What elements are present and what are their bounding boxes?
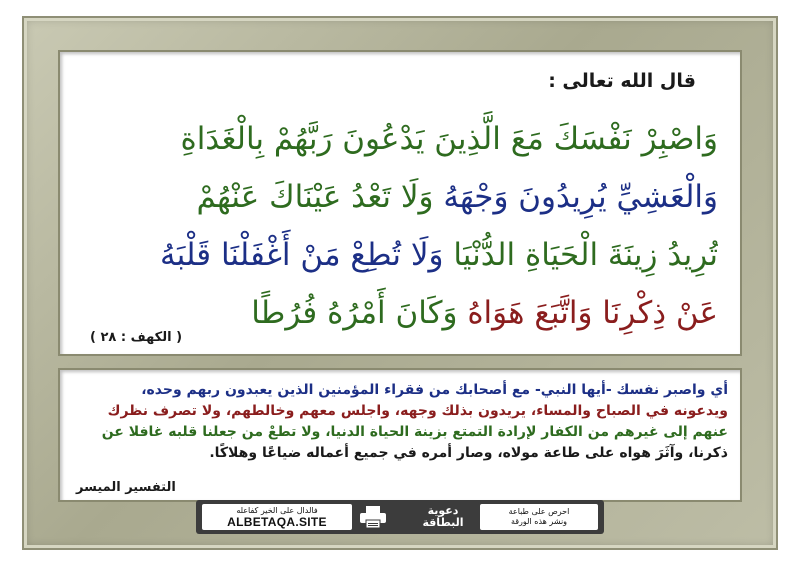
verse-segment: عَنْ ذِكْرِنَا وَاتَّبَعَ هَوَاهُ <box>467 295 718 331</box>
site-link[interactable]: ALBETAQA.SITE <box>227 514 327 529</box>
verse-segment: وَلَا تَعْدُ عَيْنَاكَ عَنْهُمْ <box>196 179 444 215</box>
print-note-line: احرص على طباعة <box>508 507 570 516</box>
verse-segment: وَاصْبِرْ نَفْسَكَ مَعَ الَّذِينَ يَدْعُونَ رَبَّهُمْ بِالْغَدَاةِ <box>180 121 718 157</box>
footer-bar <box>196 500 604 534</box>
verse-segment: تُرِيدُ زِينَةَ الْحَيَاةِ الدُّنْيَا <box>453 237 718 273</box>
verse-segment: وَالْعَشِيِّ يُرِيدُونَ وَجْهَهُ <box>443 179 718 215</box>
intro-heading: قال الله تعالى : <box>548 70 696 92</box>
logo-line: دعوية <box>427 504 459 517</box>
verse-segment: وَكَانَ أَمْرُهُ فُرُطًا <box>251 295 468 331</box>
print-note-line: ونشر هذه الورقة <box>510 517 568 526</box>
verse-segment: وَلَا تُطِعْ مَنْ أَغْفَلْنَا قَلْبَهُ <box>160 237 454 273</box>
verse-line-3 <box>82 226 718 284</box>
printer-icon <box>358 505 388 529</box>
footer-slogan: فالدال على الخير كفاعله <box>236 505 318 515</box>
tafsir-line: أي واصبر نفسك -أيها النبي- مع أصحابك من فقراء المؤمنين الذين يعبدون ربهم وحده، <box>141 382 728 398</box>
footer-print-box <box>480 504 598 530</box>
tafsir-line: ويدعونه في الصباح والمساء، يريدون بذلك وجهه، واجلس معهم وخالطهم، ولا تصرف نظرك <box>107 403 728 419</box>
footer-site-box <box>202 504 352 530</box>
albetaqa-logo <box>408 503 478 531</box>
tafsir-line: ذكرنا، وآثَرَ هواه على طاعة مولاه، وصار أمره في جميع أعماله ضياعًا وهلاكًا. <box>209 445 728 461</box>
verse-line-2 <box>82 168 718 226</box>
tafsir-source: التفسير الميسر <box>76 480 176 495</box>
verse-reference: ( الكهف : ٢٨ ) <box>90 330 183 345</box>
verse <box>82 110 718 342</box>
tafsir-text <box>72 380 728 464</box>
logo-line: البطاقة <box>422 516 464 529</box>
tafsir-line: عنهم إلى غيرهم من الكفار لإرادة التمتع بزينة الحياة الدنيا، ولا تطعْ من جعلنا قلبه غافلا عن <box>101 424 728 440</box>
verse-line-1 <box>82 110 718 168</box>
